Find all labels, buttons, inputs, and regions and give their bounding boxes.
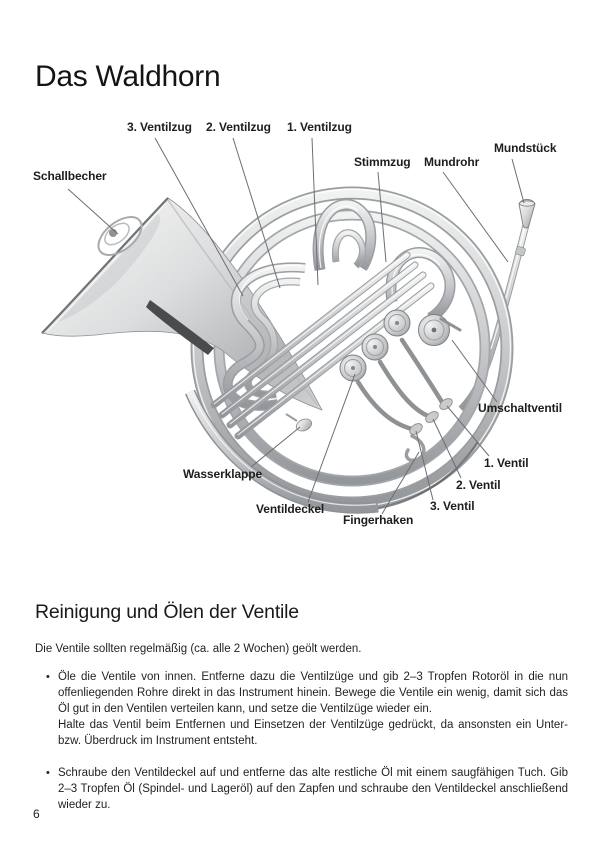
list-item [35, 765, 568, 813]
page-number: 6 [33, 807, 40, 821]
mouthpiece [519, 200, 535, 229]
page-title: Das Waldhorn [35, 60, 221, 94]
valve-disc-3 [340, 355, 366, 381]
figure-label-umschaltventil: Umschaltventil [478, 401, 562, 415]
figure-label-ventilzug-3: 3. Ventilzug [127, 120, 192, 134]
figure-label-ventil-2: 2. Ventil [456, 478, 501, 492]
figure-label-ventilzug-1: 1. Ventilzug [287, 120, 352, 134]
figure-label-schallbecher: Schallbecher [33, 169, 107, 183]
section-heading: Reinigung und Ölen der Ventile [35, 601, 299, 623]
section-intro: Die Ventile sollten regelmäßig (ca. alle 2 Wochen) geölt werden. [35, 643, 362, 655]
leader-fingerhaken [382, 452, 419, 514]
figure-label-ventil-1: 1. Ventil [484, 456, 529, 470]
leader-mundstueck [512, 159, 524, 203]
leader-schallbecher [68, 189, 118, 234]
figure-label-ventildeckel: Ventildeckel [256, 502, 325, 516]
cleaning-section [35, 601, 568, 829]
bell-branch [190, 392, 378, 508]
valve-disc-1 [384, 310, 410, 336]
figure-label-mundrohr: Mundrohr [424, 155, 480, 169]
water-key [286, 414, 314, 433]
list-item [35, 669, 568, 749]
instruction-paragraph: • Schraube den Ventildeckel auf und entferne das alte restliche Öl mit einem saugfähigen Tuch. Gib 2–3 Tropfen Öl (Spindel- und Lageröl) auf den Zapfen und schraube den Ventildeckel anschließend wieder zu. [58, 767, 568, 811]
figure-label-ventil-3: 3. Ventil [430, 499, 475, 513]
instruction-paragraph: Halte das Ventil beim Entfernen und Einsetzen der Ventilzüge gedrückt, da ansonsten ein Unter- bzw. Überdruck im Instrument entsteht. [58, 719, 568, 747]
figure-label-mundstueck: Mundstück [494, 141, 557, 155]
instruction-list [35, 669, 568, 813]
figure-label-ventilzug-2: 2. Ventilzug [206, 120, 271, 134]
valve-disc-2 [362, 334, 388, 360]
instruction-paragraph: • Öle die Ventile von innen. Entferne dazu die Ventilzüge und gib 2–3 Tropfen Rotoröl in die nun offenliegenden Rohre direkt in das Instrument hinein. Bewege die Ventile ein wenig, damit sich das Öl gut in den Ventilen verteilen kann, und setze die Ventilzüge wieder ein. [58, 671, 568, 715]
finger-hook [406, 436, 423, 460]
figure-label-stimmzug: Stimmzug [354, 155, 411, 169]
figure-label-wasserklappe: Wasserklappe [183, 467, 263, 481]
figure-label-fingerhaken: Fingerhaken [343, 513, 414, 527]
change-valve [419, 315, 461, 346]
